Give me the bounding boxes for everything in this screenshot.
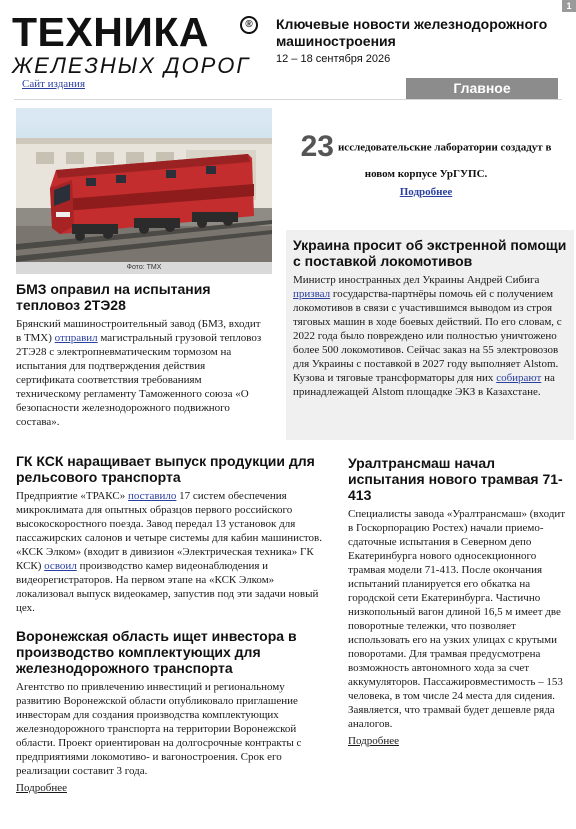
stat-more-link[interactable]: Подробнее <box>399 186 453 198</box>
article-text-part: Брянский машиностроительный завод (БМЗ, входит в ТМХ) <box>16 318 261 344</box>
publication-logo[interactable] <box>12 9 256 78</box>
more-link[interactable]: Подробнее <box>348 735 399 747</box>
stat-number: 23 <box>300 130 334 163</box>
article-title: БМЗ оправил на испытания тепловоз 2ТЭ28 <box>16 281 211 313</box>
article-link[interactable]: призвал <box>293 288 331 300</box>
site-link[interactable]: Сайт издания <box>22 78 86 90</box>
article-title: Украина просит об экстренной помощи с поставкой локомотивов <box>293 237 567 269</box>
section-badge: Главное <box>406 78 558 99</box>
article-bmz <box>16 281 262 429</box>
article-text: Агентство по привлечению инвестиций и региональному развитию Воронежской области опубликовало приглашение инвесторам для создания производства комплектующих железнодорожного транспорта на территории Воронежской области. Проект ориентирован на долгосрочные контракты с предприятиями локомотиво- и вагоностроения. Срок его реализации составит 3 года. <box>16 681 302 777</box>
issue-dates: 12 – 18 сентября 2026 <box>276 53 391 65</box>
article-text-part: государства-партнёры помочь ей с получением локомотивов в связи с участившимся выводом из строя тяговых машин в ходе боевых действий. По его словам, с 2022 года было повреждено или полностью уничтожено более 500 локомотивов. Сейчас заказ на 55 электровозов для Украины с поставкой в 2027 году выполняет Alstom. Кузова и тяговые трансформаторы для них <box>293 288 562 384</box>
article-text-part: на принадлежащей Alstom площадке ЭКЗ в Казахстане. <box>293 372 555 398</box>
article-ukraine <box>293 237 569 399</box>
article-text: Специалисты завода «Уралтрансмаш» (входит в Госкорпорацию Ростех) начали приемо-сдаточные испытания в Северном депо Екатеринбурга нового односекционного трамвая модели 71-413. После окончания испытаний планируется его обкатка на городской сети Екатеринбурга. Частично низкопольный вагон длиной 16,5 м имеет две поворотные тележки, что позволяет использовать его на узких улицах с крутыми поворотами. Для трамвая предусмотрена возможность автономного хода за счет аккумуляторов. Пассажировместимость – 153 человека, в том числе 24 места для сидения. Заявляется, что трамвай будет дешевле ряда аналогов. <box>348 508 566 730</box>
locomotive-illustration <box>16 108 272 262</box>
article-link[interactable]: собирают <box>496 372 542 384</box>
stat-block <box>290 130 562 200</box>
article-link[interactable]: освоил <box>44 560 77 572</box>
article-text-part: 17 систем обеспечения микроклимата для опытных образцов первого российского высокоскоростного поезда. Завод передал 13 установок для пассажирских салонов и четыре системы для кабин машинистов. «КСК Элком» (входит в дивизион «Электрическая техника» ГК КСК) <box>16 490 323 572</box>
article-uraltransmash <box>348 455 570 749</box>
registered-mark-icon: ® <box>240 16 258 34</box>
article-text-part: производство камер видеонаблюдения и видеорегистраторов. На первом этапе на «КСК Элком» локализовал выпуск видеокамер, запустив под эти задачи новый цех. <box>16 560 319 614</box>
locomotive-photo <box>16 108 272 262</box>
stat-text: исследовательские лаборатории создадут в новом корпусе УрГУПС. <box>337 141 552 180</box>
article-title: Воронежская область ищет инвестора в производство комплектующих для железнодорожного транспорта <box>16 628 297 676</box>
article-text-part: магистральный грузовой тепловоз 2ТЭ28 с электропневматическим тормозом на испытания для подтверждения действия сертификата соответствия требованиям техническому регламенту Таможенного союза «О безопасности железнодорожного подвижного состава». <box>16 332 262 428</box>
article-text <box>16 489 334 615</box>
article-text-part: Министр иностранных дел Украины Андрей Сибига <box>293 274 540 286</box>
article-link[interactable]: отправил <box>54 332 98 344</box>
page-number: 1 <box>562 0 576 12</box>
article-text <box>16 317 262 429</box>
article-text <box>293 273 569 399</box>
article-link[interactable]: поставило <box>127 490 177 502</box>
article-title: Уралтрансмаш начал испытания нового трамвая 71-413 <box>348 455 563 503</box>
article-text-part: Предприятие «ТРАКС» <box>16 490 128 502</box>
logo-title: ТЕХНИКА <box>12 9 209 55</box>
article-ksk <box>16 453 334 615</box>
article-title: ГК КСК наращивает выпуск продукции для рельсового транспорта <box>16 453 315 485</box>
logo-subtitle: ЖЕЛЕЗНЫХ ДОРОГ <box>12 53 251 78</box>
article-voronezh <box>16 628 330 796</box>
masthead-title: Ключевые новости железнодорожного машиностроения <box>276 16 548 49</box>
photo-caption: Фото: ТМХ <box>16 262 272 274</box>
more-link[interactable]: Подробнее <box>16 782 67 794</box>
header-divider <box>14 99 562 100</box>
